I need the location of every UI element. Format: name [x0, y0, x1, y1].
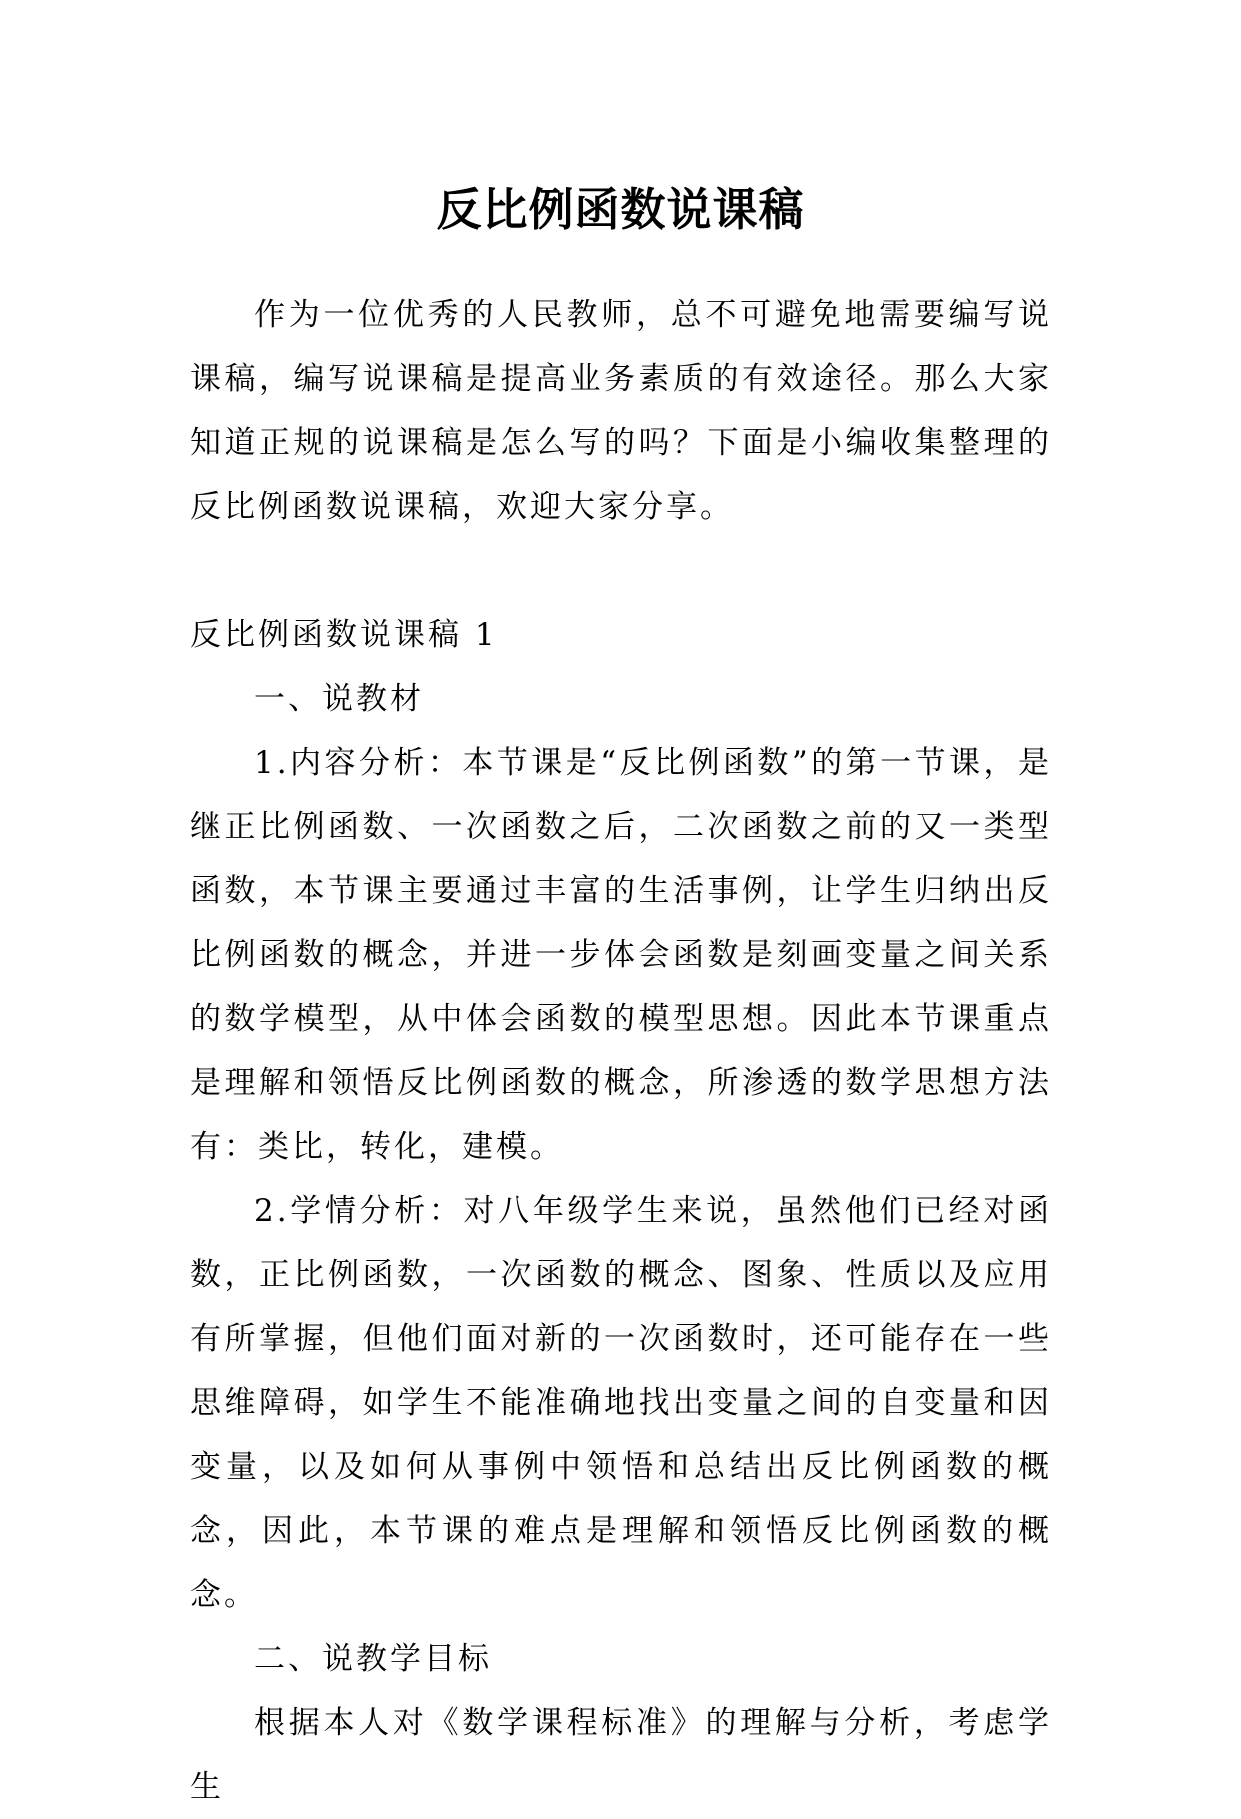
section-heading: 反比例函数说课稿 1 [190, 617, 498, 653]
page-title: 反比例函数说课稿 [436, 183, 805, 237]
subheading-teaching-material: 一、说教材 [254, 681, 424, 717]
goals-paragraph: 根据本人对《数学课程标准》的理解与分析，考虑学生 [190, 1705, 1052, 1805]
student-analysis-paragraph: 2.学情分析：对八年级学生来说，虽然他们已经对函数，正比例函数，一次函数的概念、图象、性质以及应用有所掌握，但他们面对新的一次函数时，还可能存在一些思维障碍，如学生不能准确地找出变量之间的自变量和因变量，以及如何从事例中领悟和总结出反比例函数的概念，因此，本节课的难点是理解和领悟反比例函数的概念。 [190, 1193, 1052, 1613]
document-body [190, 283, 1052, 1819]
content-analysis-paragraph: 1.内容分析：本节课是“反比例函数”的第一节课，是继正比例函数、一次函数之后，二次函数之前的又一类型函数，本节课主要通过丰富的生活事例，让学生归纳出反比例函数的概念，并进一步体会函数是刻画变量之间关系的数学模型，从中体会函数的模型思想。因此本节课重点是理解和领悟反比例函数的概念，所渗透的数学思想方法有：类比，转化，建模。 [190, 745, 1052, 1165]
subheading-teaching-goals: 二、说教学目标 [254, 1641, 492, 1677]
intro-paragraph: 作为一位优秀的人民教师，总不可避免地需要编写说课稿，编写说课稿是提高业务素质的有效途径。那么大家知道正规的说课稿是怎么写的吗？下面是小编收集整理的反比例函数说课稿，欢迎大家分享。 [190, 297, 1052, 525]
